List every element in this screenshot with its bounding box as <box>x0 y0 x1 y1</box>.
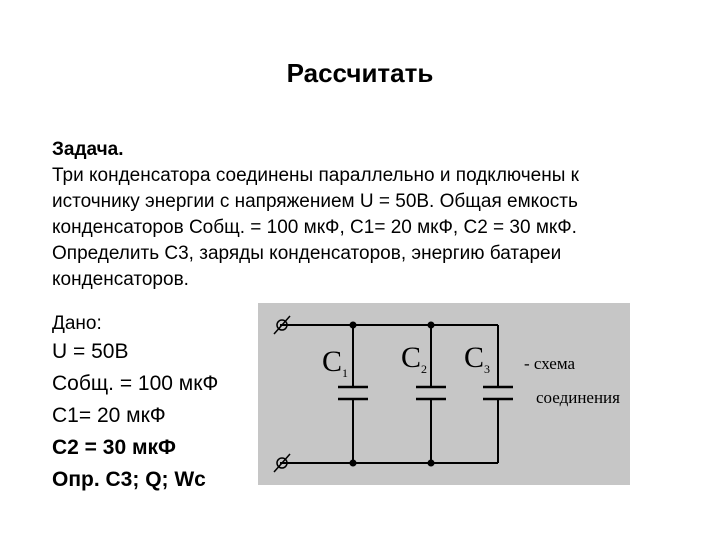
junction-dot <box>428 460 435 467</box>
junction-dot <box>350 322 357 329</box>
capacitor-3-label: $C_3$ <box>464 341 491 376</box>
given-find: Опр. С3; Q; Wc <box>52 468 206 491</box>
task-line: источнику энергии с напряжением U = 50В. Общая емкость <box>52 191 578 212</box>
capacitor-1-label: $C_1$ <box>322 345 349 380</box>
given-c2: С2 = 30 мкФ <box>52 436 176 459</box>
given-label: Дано: <box>52 313 102 334</box>
given-total-capacitance: Cобщ. = 100 мкФ <box>52 372 219 395</box>
task-line: Определить С3, заряды конденсаторов, энергию батареи <box>52 243 562 264</box>
given-voltage: U = 50В <box>52 340 129 363</box>
given-block <box>52 312 218 496</box>
diagram-caption-1: - схема <box>524 354 576 373</box>
source-terminals <box>274 316 290 472</box>
circuit-svg <box>258 303 630 485</box>
capacitor-2-label: $C_2$ <box>401 341 428 376</box>
junction-dot <box>350 460 357 467</box>
task-line: Три конденсатора соединены параллельно и подключены к <box>52 165 579 186</box>
capacitor-plates <box>338 387 513 399</box>
given-c1: С1= 20 мкФ <box>52 404 166 427</box>
junction-dot <box>428 322 435 329</box>
junction-dots <box>350 322 435 467</box>
task-line: конденсаторов. <box>52 269 189 290</box>
diagram-caption-2: соединения <box>536 388 620 407</box>
task-label: Задача. <box>52 139 124 160</box>
circuit-diagram <box>258 303 630 485</box>
task-text <box>52 137 672 293</box>
task-line: конденсаторов Cобщ. = 100 мкФ, С1= 20 мкФ, С2 = 30 мкФ. <box>52 217 577 238</box>
slide-title: Рассчитать <box>286 58 434 88</box>
